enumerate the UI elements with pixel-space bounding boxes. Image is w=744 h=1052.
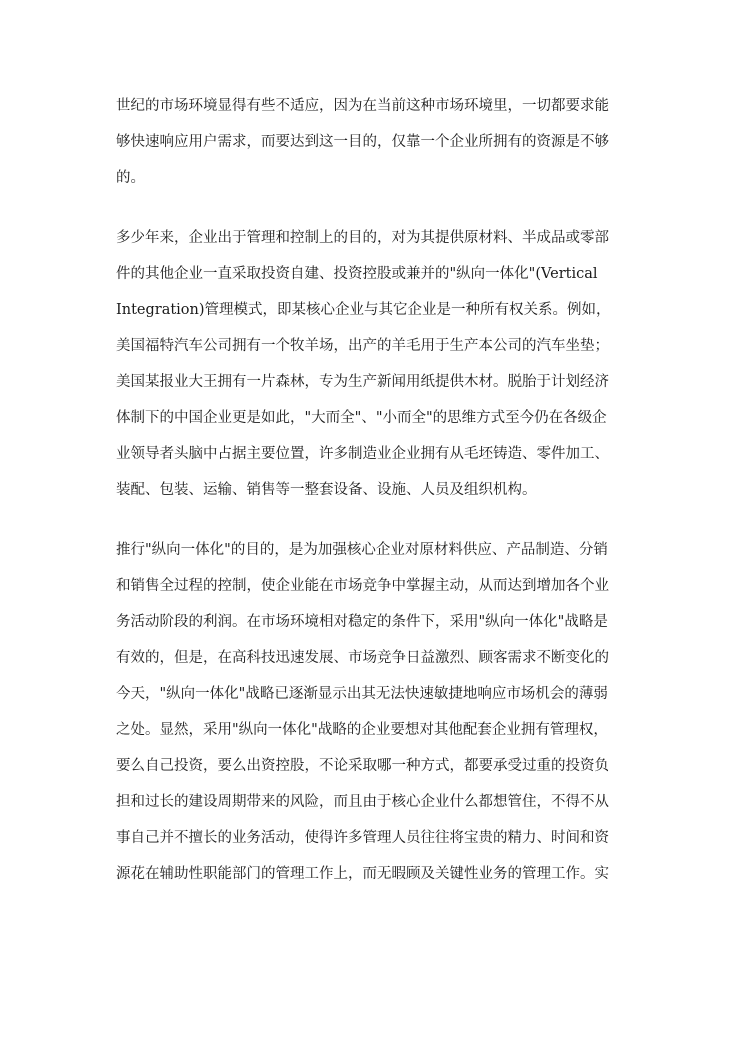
text-line: 推行"纵向一体化"的目的，是为加强核心企业对原材料供应、产品制造、分销 xyxy=(116,542,608,558)
text-line: 多少年来，企业出于管理和控制上的目的，对为其提供原材料、半成品或零部 xyxy=(116,230,609,246)
paragraph-1 xyxy=(116,88,636,196)
text-line: 美国某报业大王拥有一片森林，专为生产新闻用纸提供木材。脱胎于计划经济 xyxy=(116,374,609,390)
text-line: 体制下的中国企业更是如此，"大而全"、"小而全"的思维方式至今仍在各级企 xyxy=(116,410,607,426)
text-line: 担和过长的建设周期带来的风险，而且由于核心企业什么都想管住，不得不从 xyxy=(116,794,609,810)
text-line: 件的其他企业一直采取投资自建、投资控股或兼并的"纵向一体化"(Vertical xyxy=(116,266,598,282)
text-line: 装配、包装、运输、销售等一整套设备、设施、人员及组织机构。 xyxy=(116,482,537,498)
text-line: 够快速响应用户需求，而要达到这一目的，仅靠一个企业所拥有的资源是不够 xyxy=(116,134,609,150)
text-line: 和销售全过程的控制，使企业能在市场竞争中掌握主动，从而达到增加各个业 xyxy=(116,578,609,594)
text-line: 源花在辅助性职能部门的管理工作上，而无暇顾及关键性业务的管理工作。实 xyxy=(116,866,609,882)
text-line: 美国福特汽车公司拥有一个牧羊场，出产的羊毛用于生产本公司的汽车坐垫； xyxy=(116,338,609,354)
text-line: Integration)管理模式，即某核心企业与其它企业是一种所有权关系。例如， xyxy=(116,302,611,318)
text-line: 务活动阶段的利润。在市场环境相对稳定的条件下，采用"纵向一体化"战略是 xyxy=(116,614,608,630)
paragraph-2 xyxy=(116,220,636,508)
text-line: 的。 xyxy=(116,170,145,186)
paragraph-3 xyxy=(116,532,636,892)
text-line: 今天，"纵向一体化"战略已逐渐显示出其无法快速敏捷地响应市场机会的薄弱 xyxy=(116,686,608,702)
text-line: 要么自己投资，要么出资控股，不论采取哪一种方式，都要承受过重的投资负 xyxy=(116,758,609,774)
text-line: 业领导者头脑中占据主要位置，许多制造业企业拥有从毛坯铸造、零件加工、 xyxy=(116,446,609,462)
text-line: 世纪的市场环境显得有些不适应，因为在当前这种市场环境里，一切都要求能 xyxy=(116,98,609,114)
document-body xyxy=(116,88,636,916)
text-line: 之处。显然，采用"纵向一体化"战略的企业要想对其他配套企业拥有管理权， xyxy=(116,722,608,738)
text-line: 事自己并不擅长的业务活动，使得许多管理人员往往将宝贵的精力、时间和资 xyxy=(116,830,609,846)
text-line: 有效的，但是，在高科技迅速发展、市场竞争日益激烈、顾客需求不断变化的 xyxy=(116,650,609,666)
